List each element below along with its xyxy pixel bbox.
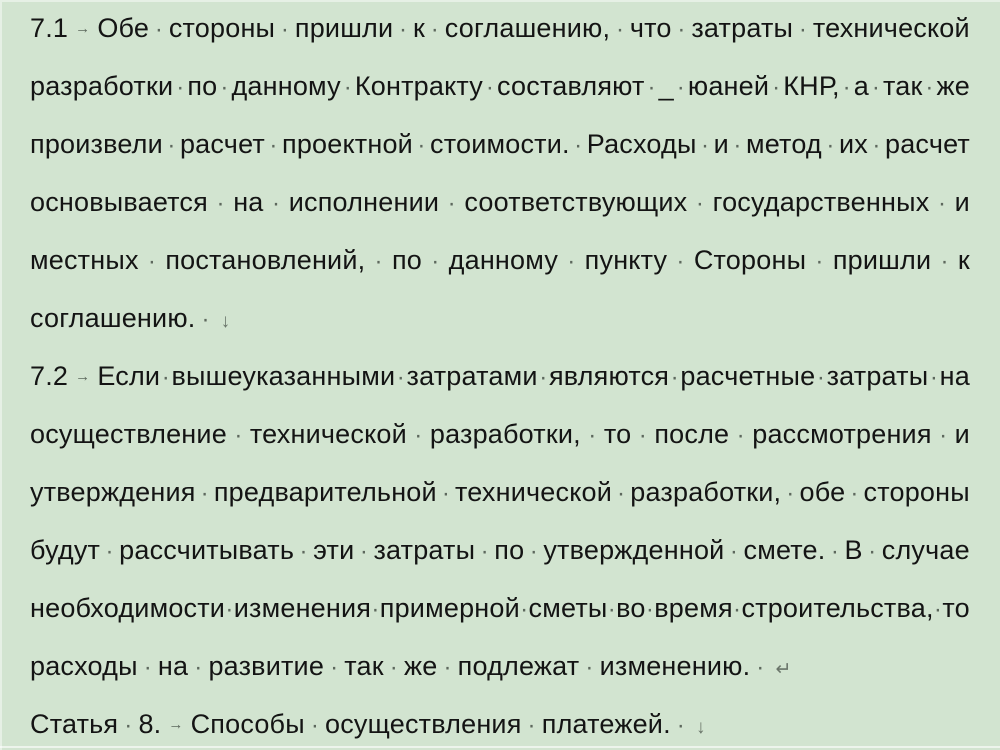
space-dot-mark: · bbox=[868, 538, 877, 565]
tab-arrow-mark: → bbox=[168, 716, 184, 733]
space-dot-mark: · bbox=[389, 654, 398, 681]
text-line bbox=[30, 245, 970, 303]
space-dot-mark: · bbox=[167, 132, 176, 159]
space-dot-mark: · bbox=[147, 248, 157, 275]
document-word: Стороны bbox=[693, 245, 807, 275]
space-dot-mark: · bbox=[695, 190, 705, 217]
space-dot-mark: · bbox=[677, 16, 686, 43]
space-dot-mark: · bbox=[539, 364, 548, 391]
space-dot-mark: · bbox=[588, 422, 597, 449]
document-word: Статья bbox=[30, 709, 119, 739]
document-word: будут bbox=[30, 535, 101, 565]
line-break-mark: ↓ bbox=[220, 311, 231, 332]
document-word: осуществление bbox=[30, 419, 227, 449]
document-word: их bbox=[838, 129, 868, 159]
document-word: технической bbox=[455, 477, 613, 507]
line-break-mark: ↵ bbox=[775, 659, 792, 680]
document-word: затраты bbox=[826, 361, 929, 391]
document-word: же bbox=[936, 71, 970, 101]
document-word: затраты bbox=[691, 13, 794, 43]
space-dot-mark: · bbox=[161, 364, 170, 391]
document-word: и bbox=[713, 129, 729, 159]
space-dot-mark: · bbox=[299, 538, 308, 565]
space-dot-mark: · bbox=[676, 74, 685, 101]
document-word: изменению. bbox=[599, 651, 751, 681]
document-word: так bbox=[344, 651, 384, 681]
document-word: сметы bbox=[528, 593, 608, 623]
space-dot-mark: · bbox=[937, 190, 947, 217]
document-word: после bbox=[654, 419, 730, 449]
space-dot-mark: · bbox=[615, 16, 625, 43]
document-word: то bbox=[603, 419, 632, 449]
space-dot-mark: · bbox=[529, 538, 538, 565]
space-dot-mark: · bbox=[645, 596, 655, 623]
space-dot-mark: · bbox=[417, 132, 426, 159]
space-dot-mark: · bbox=[574, 132, 583, 159]
document-word: так bbox=[882, 71, 923, 101]
space-dot-mark: · bbox=[830, 538, 840, 565]
line-break-mark: ↓ bbox=[696, 717, 706, 738]
space-dot-mark: · bbox=[124, 712, 133, 739]
document-word: по bbox=[187, 71, 218, 101]
text-line bbox=[30, 361, 970, 419]
space-dot-mark: · bbox=[617, 480, 626, 507]
space-dot-mark: · bbox=[154, 16, 164, 43]
space-dot-mark: · bbox=[939, 422, 948, 449]
document-word: расчетные bbox=[680, 361, 816, 391]
document-word: рассмотрения bbox=[752, 419, 932, 449]
document-word: затраты bbox=[373, 535, 476, 565]
document-word: КНР, bbox=[783, 71, 840, 101]
document-word: технической bbox=[812, 13, 970, 43]
document-word: Контракту bbox=[354, 71, 483, 101]
document-word: на bbox=[939, 361, 970, 391]
space-dot-mark: · bbox=[200, 480, 209, 507]
document-word: платежей. bbox=[541, 709, 671, 739]
document-word: во bbox=[616, 593, 646, 623]
space-dot-mark: · bbox=[194, 654, 203, 681]
document-word: примерной bbox=[379, 593, 520, 623]
tabbed-group bbox=[30, 13, 149, 44]
document-word: и bbox=[954, 187, 970, 217]
document-word: Если bbox=[97, 361, 161, 391]
document-word: обе bbox=[799, 477, 846, 507]
document-word: на bbox=[157, 651, 189, 681]
space-dot-mark: · bbox=[647, 74, 656, 101]
document-word: _ bbox=[658, 71, 674, 101]
document-word: затратами bbox=[406, 361, 538, 391]
document-word: технической bbox=[249, 419, 407, 449]
document-word: по bbox=[391, 245, 423, 275]
text-line bbox=[30, 477, 970, 535]
space-dot-mark: · bbox=[396, 364, 405, 391]
space-dot-mark: · bbox=[798, 16, 808, 43]
space-dot-mark: · bbox=[733, 596, 742, 623]
document-word: юаней bbox=[687, 71, 770, 101]
document-word: соглашению. bbox=[30, 303, 196, 333]
space-dot-mark: · bbox=[786, 480, 795, 507]
document-word: к bbox=[413, 13, 426, 43]
document-word: Способы bbox=[190, 709, 305, 739]
document-word: являются bbox=[548, 361, 670, 391]
space-dot-mark: · bbox=[431, 248, 440, 275]
document-word: пришли bbox=[832, 245, 932, 275]
document-word: 7.2 bbox=[30, 361, 69, 391]
space-dot-mark: · bbox=[310, 712, 320, 739]
document-word: эти bbox=[313, 535, 355, 565]
space-dot-mark: · bbox=[280, 16, 290, 43]
document-word: 7.1 bbox=[30, 13, 69, 43]
document-word: вышеуказанными bbox=[171, 361, 396, 391]
document-word: 8. bbox=[138, 709, 162, 739]
document-word: к bbox=[957, 245, 970, 275]
space-dot-mark: · bbox=[929, 364, 939, 391]
document-word: стороны bbox=[863, 477, 970, 507]
space-dot-mark: · bbox=[216, 190, 225, 217]
space-dot-mark: · bbox=[585, 654, 594, 681]
document-word: основывается bbox=[30, 187, 208, 217]
document-word: строительства, bbox=[741, 593, 934, 623]
space-dot-mark: · bbox=[371, 596, 380, 623]
space-dot-mark: · bbox=[701, 132, 710, 159]
space-dot-mark: · bbox=[176, 74, 185, 101]
document-word: Обе bbox=[97, 13, 150, 43]
space-dot-mark: · bbox=[816, 364, 826, 391]
space-dot-mark: · bbox=[527, 712, 536, 739]
space-dot-mark: · bbox=[430, 16, 439, 43]
document-word: изменения bbox=[233, 593, 372, 623]
document-word: предварительной bbox=[213, 477, 437, 507]
document-word: соответствующих bbox=[464, 187, 688, 217]
tabbed-group bbox=[30, 361, 160, 392]
document-word: метод bbox=[745, 129, 822, 159]
document-word: осуществления bbox=[325, 709, 522, 739]
document-word: же bbox=[403, 651, 438, 681]
space-dot-mark: · bbox=[443, 654, 452, 681]
space-dot-mark: · bbox=[269, 132, 278, 159]
space-dot-mark: · bbox=[676, 712, 685, 739]
document-word: развитие bbox=[208, 651, 325, 681]
document-word: утверждения bbox=[30, 477, 196, 507]
space-dot-mark: · bbox=[441, 480, 451, 507]
document-word: расчет bbox=[884, 129, 970, 159]
text-line bbox=[30, 129, 970, 187]
document-word: данному bbox=[231, 71, 341, 101]
document-word: время bbox=[654, 593, 733, 623]
space-dot-mark: · bbox=[729, 538, 739, 565]
space-dot-mark: · bbox=[826, 132, 835, 159]
text-line bbox=[30, 419, 970, 477]
space-dot-mark: · bbox=[359, 538, 369, 565]
document-word: утвержденной bbox=[543, 535, 725, 565]
space-dot-mark: · bbox=[670, 364, 679, 391]
space-dot-mark: · bbox=[201, 306, 210, 333]
document-word: произвели bbox=[30, 129, 163, 159]
text-line bbox=[30, 303, 970, 361]
space-dot-mark: · bbox=[105, 538, 114, 565]
document-word: стоимости. bbox=[430, 129, 570, 159]
tabbed-group bbox=[138, 709, 304, 740]
space-dot-mark: · bbox=[933, 596, 943, 623]
document-word: составляют bbox=[497, 71, 645, 101]
document-word: стороны bbox=[168, 13, 276, 43]
space-dot-mark: · bbox=[607, 596, 616, 623]
space-dot-mark: · bbox=[756, 654, 765, 681]
document-word: разработки, bbox=[630, 477, 782, 507]
text-line bbox=[30, 651, 970, 709]
document-word: пришли bbox=[294, 13, 394, 43]
text-line bbox=[30, 13, 970, 71]
space-dot-mark: · bbox=[447, 190, 456, 217]
document-word: постановлений, bbox=[165, 245, 366, 275]
text-line bbox=[30, 709, 970, 750]
space-dot-mark: · bbox=[676, 248, 685, 275]
space-dot-mark: · bbox=[234, 422, 243, 449]
document-word: разработки, bbox=[429, 419, 581, 449]
page-bottom-edge bbox=[0, 746, 1000, 748]
space-dot-mark: · bbox=[567, 248, 576, 275]
space-dot-mark: · bbox=[872, 132, 881, 159]
document-word: то bbox=[942, 593, 970, 623]
text-line bbox=[30, 71, 970, 129]
document-word: пункту bbox=[584, 245, 668, 275]
space-dot-mark: · bbox=[225, 596, 234, 623]
text-line bbox=[30, 187, 970, 245]
space-dot-mark: · bbox=[343, 74, 352, 101]
document-word: государственных bbox=[712, 187, 930, 217]
document-word: данному bbox=[448, 245, 559, 275]
document-word: Расходы bbox=[586, 129, 697, 159]
document-word: разработки bbox=[30, 71, 174, 101]
space-dot-mark: · bbox=[940, 248, 949, 275]
document-word: расчет bbox=[179, 129, 265, 159]
document-word: соглашению, bbox=[444, 13, 611, 43]
document-word: по bbox=[494, 535, 525, 565]
space-dot-mark: · bbox=[871, 74, 881, 101]
space-dot-mark: · bbox=[143, 654, 152, 681]
document-word: необходимости bbox=[30, 593, 226, 623]
space-dot-mark: · bbox=[733, 132, 742, 159]
space-dot-mark: · bbox=[850, 480, 859, 507]
document-word: подлежат bbox=[457, 651, 580, 681]
text-line bbox=[30, 535, 970, 593]
document-word: В bbox=[844, 535, 863, 565]
space-dot-mark: · bbox=[520, 596, 529, 623]
space-dot-mark: · bbox=[638, 422, 647, 449]
document-word: проектной bbox=[282, 129, 413, 159]
space-dot-mark: · bbox=[815, 248, 824, 275]
document-word: смете. bbox=[743, 535, 826, 565]
document-word: и bbox=[954, 419, 970, 449]
text-line bbox=[30, 593, 970, 651]
space-dot-mark: · bbox=[842, 74, 851, 101]
tab-arrow-mark: → bbox=[75, 20, 91, 37]
space-dot-mark: · bbox=[272, 190, 281, 217]
space-dot-mark: · bbox=[925, 74, 934, 101]
space-dot-mark: · bbox=[220, 74, 229, 101]
space-dot-mark: · bbox=[485, 74, 495, 101]
document-word: местных bbox=[30, 245, 139, 275]
space-dot-mark: · bbox=[480, 538, 489, 565]
document-word: рассчитывать bbox=[119, 535, 295, 565]
document-word: что bbox=[629, 13, 672, 43]
space-dot-mark: · bbox=[772, 74, 781, 101]
document-word: исполнении bbox=[288, 187, 440, 217]
document-word: расходы bbox=[30, 651, 138, 681]
space-dot-mark: · bbox=[736, 422, 745, 449]
space-dot-mark: · bbox=[399, 16, 408, 43]
space-dot-mark: · bbox=[330, 654, 339, 681]
document-word: а bbox=[853, 71, 869, 101]
space-dot-mark: · bbox=[414, 422, 423, 449]
document-word: на bbox=[233, 187, 264, 217]
space-dot-mark: · bbox=[374, 248, 383, 275]
document-word: случае bbox=[881, 535, 970, 565]
tab-arrow-mark: → bbox=[75, 368, 91, 385]
